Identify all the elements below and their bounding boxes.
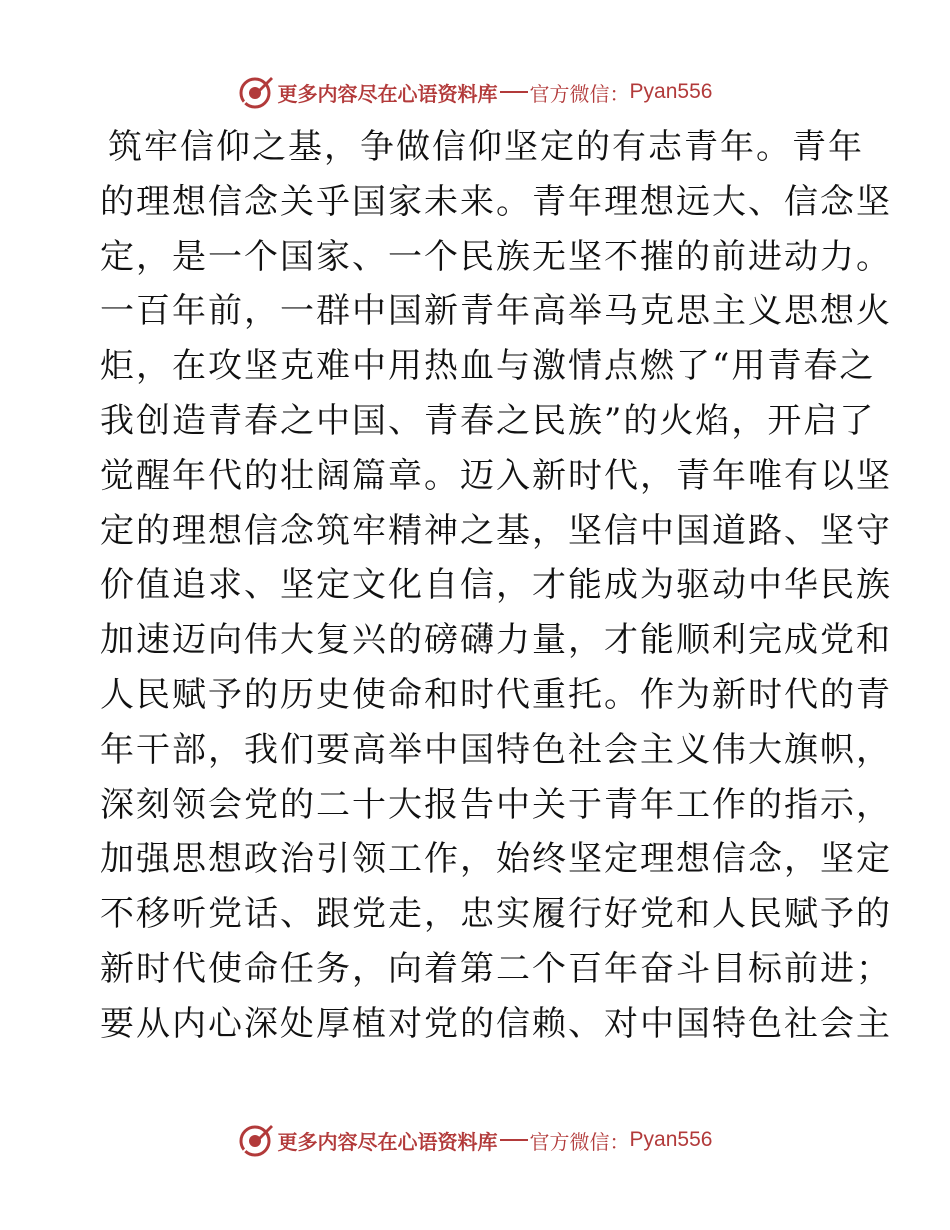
text-line: 的理想信念关乎国家未来。青年理想远大、信念坚 xyxy=(100,181,892,222)
footer-banner xyxy=(0,1120,950,1160)
pen-seal-logo-icon xyxy=(238,1122,274,1158)
pen-seal-logo-icon xyxy=(238,74,274,110)
document-body xyxy=(100,124,892,1047)
text-line: 新时代使命任务，向着第二个百年奋斗目标前进； xyxy=(100,948,892,989)
text-line: 人民赋予的历史使命和时代重托。作为新时代的青 xyxy=(100,674,892,715)
text-line: 定，是一个国家、一个民族无坚不摧的前进动力。 xyxy=(100,236,892,277)
text-line: 不移听党话、跟党走，忠实履行好党和人民赋予的 xyxy=(100,894,892,935)
text-line: 要从内心深处厚植对党的信赖、对中国特色社会主 xyxy=(100,1003,892,1044)
banner-dash xyxy=(500,91,528,93)
banner-dash xyxy=(500,1139,528,1141)
banner-label: 官方微信： xyxy=(529,81,630,106)
text-line: 筑牢信仰之基，争做信仰坚定的有志青年。青年 xyxy=(108,127,864,167)
header-banner xyxy=(0,72,950,112)
text-line: 炬，在攻坚克难中用热血与激情点燃了“用青春之 xyxy=(100,346,876,387)
text-line: 年干部，我们要高举中国特色社会主义伟大旗帜， xyxy=(100,729,892,770)
text-line: 加速迈向伟大复兴的磅礴力量，才能顺利完成党和 xyxy=(100,620,892,661)
banner-title: 更多内容尽在心语资料库 xyxy=(277,81,498,106)
banner-wechat-id: Pyan556 xyxy=(629,1128,713,1151)
banner-label: 官方微信： xyxy=(529,1129,630,1154)
text-line: 觉醒年代的壮阔篇章。迈入新时代，青年唯有以坚 xyxy=(100,455,892,496)
banner-wechat-id: Pyan556 xyxy=(629,80,713,103)
text-line: 我创造青春之中国、青春之民族”的火焰，开启了 xyxy=(100,400,876,441)
text-line: 加强思想政治引领工作，始终坚定理想信念，坚定 xyxy=(100,839,892,880)
text-line: 定的理想信念筑牢精神之基，坚信中国道路、坚守 xyxy=(100,510,892,551)
text-line: 深刻领会党的二十大报告中关于青年工作的指示， xyxy=(100,784,892,825)
text-line: 一百年前，一群中国新青年高举马克思主义思想火 xyxy=(100,291,892,332)
banner-title: 更多内容尽在心语资料库 xyxy=(277,1129,498,1154)
text-line: 价值追求、坚定文化自信，才能成为驱动中华民族 xyxy=(100,565,892,606)
